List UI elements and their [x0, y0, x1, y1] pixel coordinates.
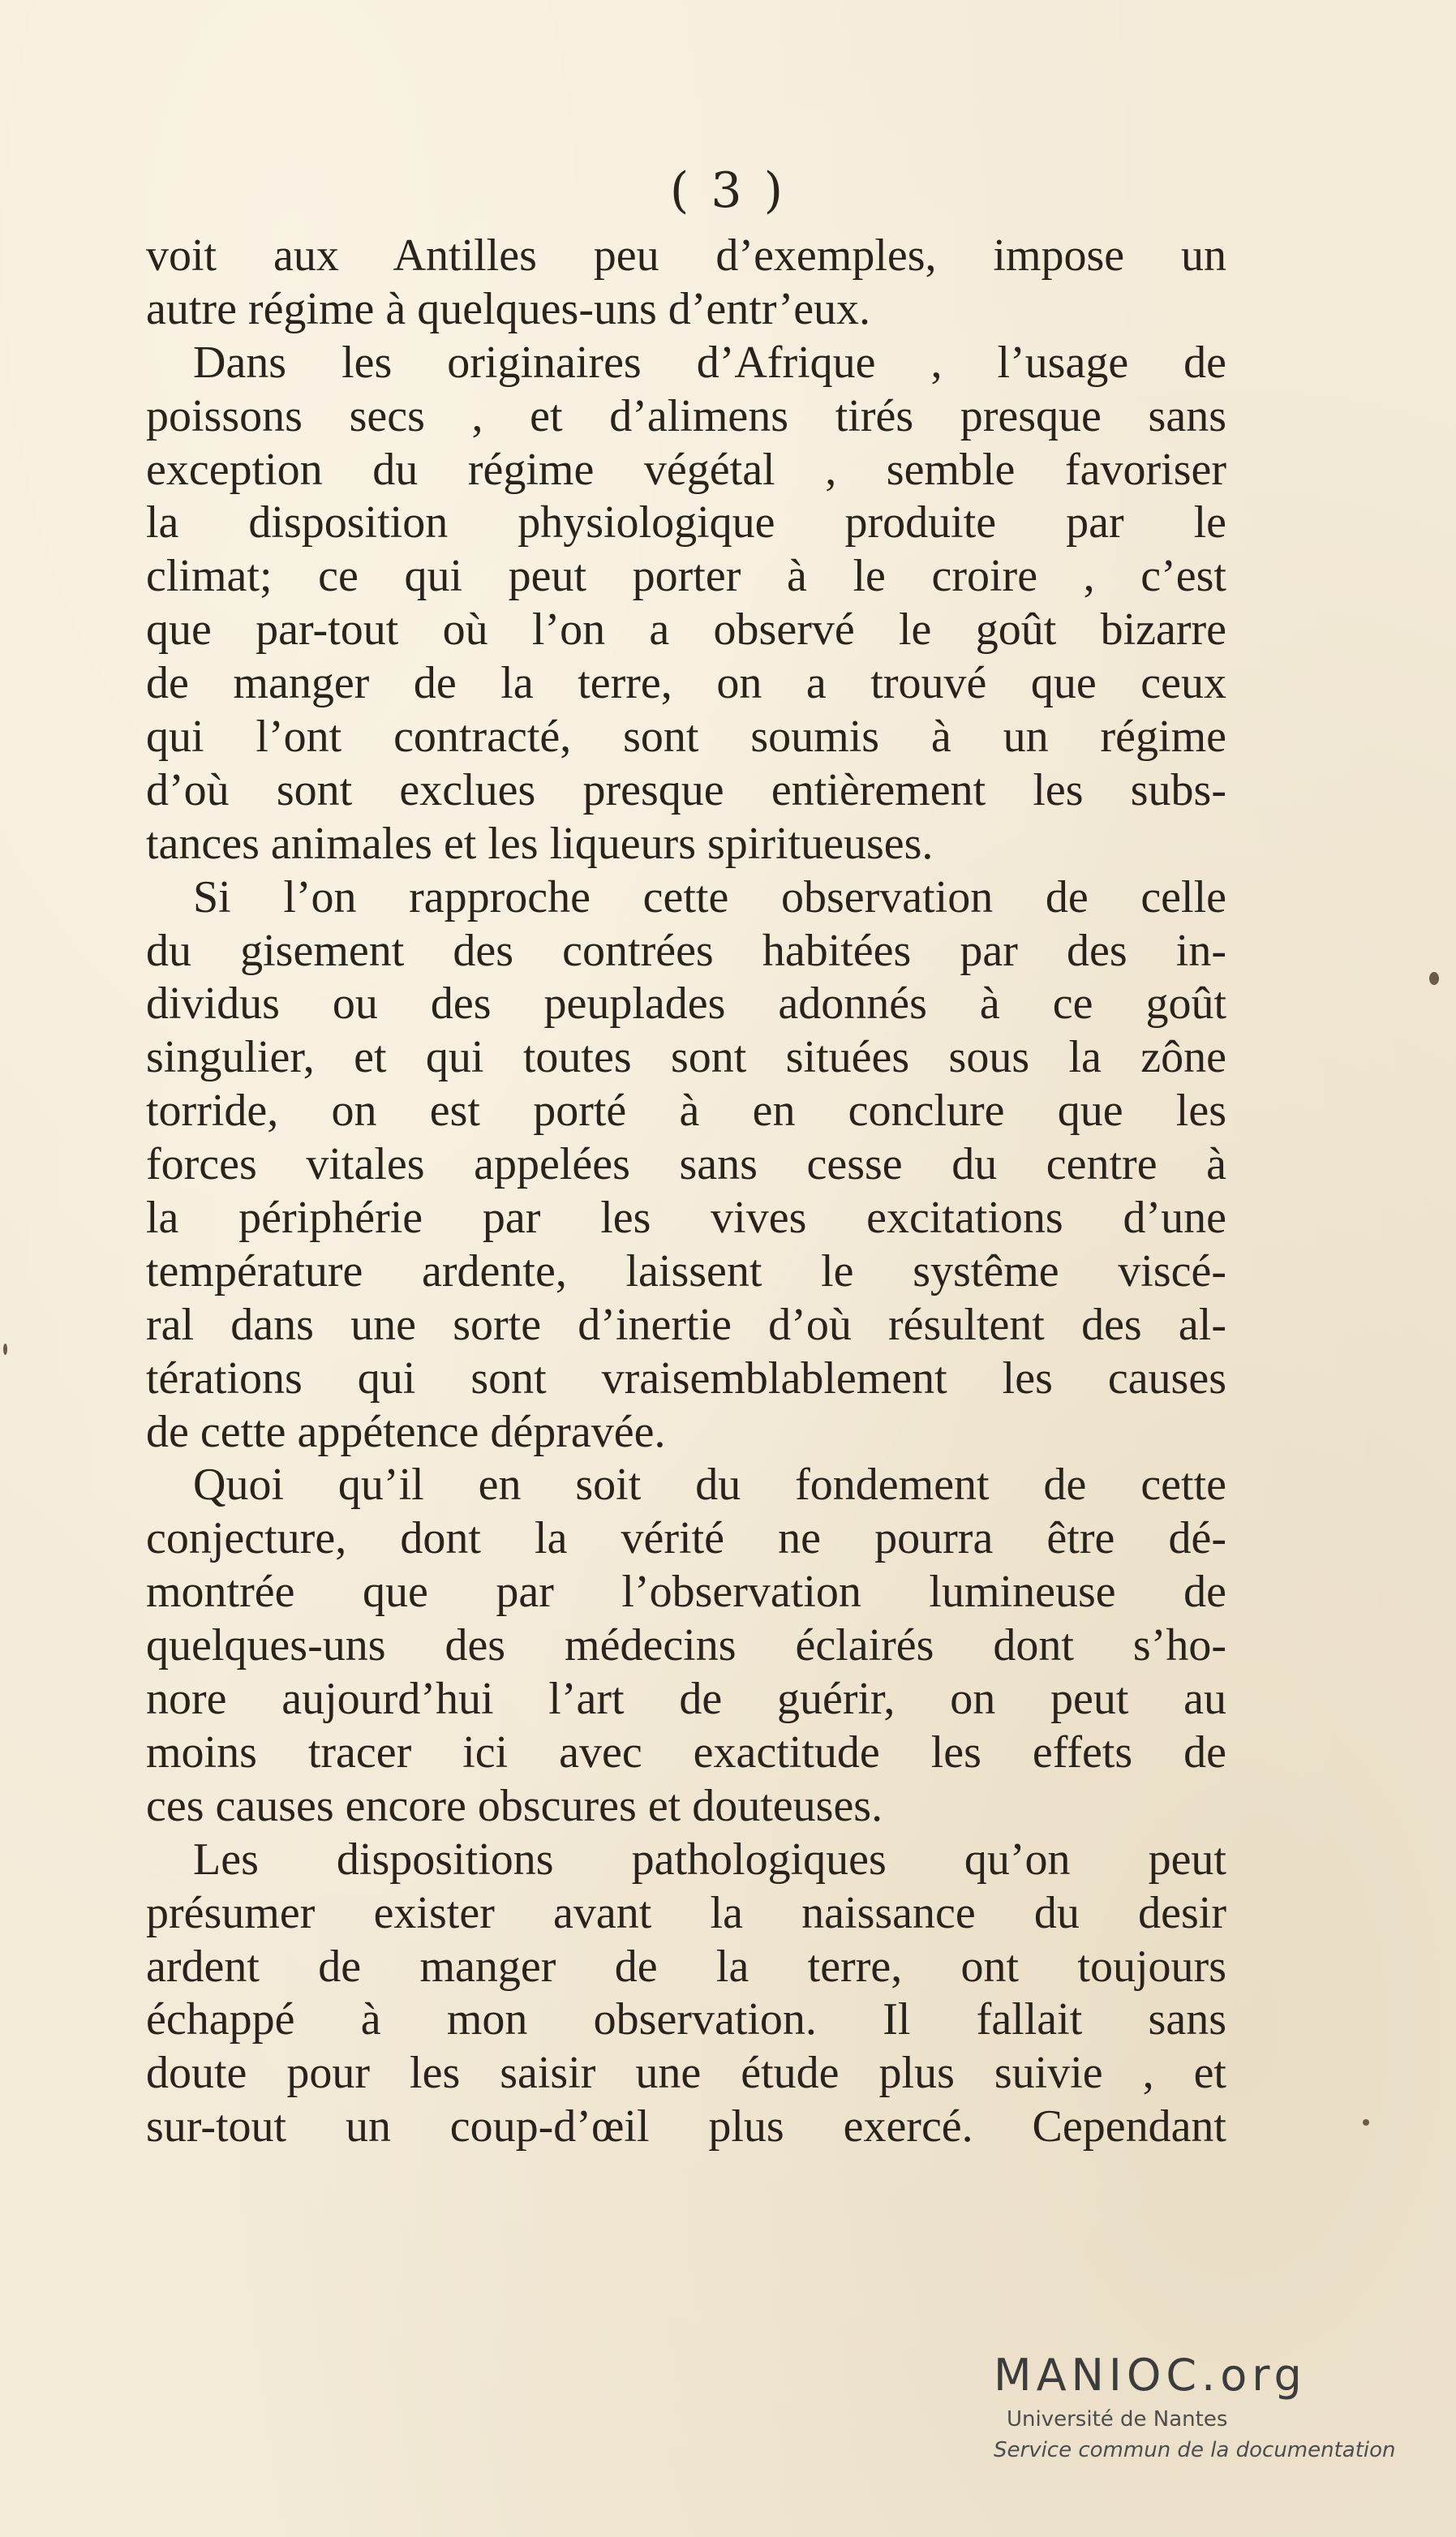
text-line: térations qui sont vraisemblablement les causes — [146, 1352, 1226, 1404]
text-line: torride, on est porté à en conclure que les — [146, 1086, 1226, 1137]
page-number: ( 3 ) — [669, 162, 787, 219]
text-line: ces causes encore obscures et douteuses. — [146, 1780, 883, 1831]
text-line: Les dispositions pathologiques qu’on peut — [193, 1834, 1226, 1885]
text-line: que par-tout où l’on a observé le goût bizarre — [146, 604, 1226, 656]
paper-speck — [1429, 972, 1439, 985]
text-line: Quoi qu’il en soit du fondement de cette — [193, 1460, 1226, 1511]
text-line: doute pour les saisir une étude plus suivie , et — [146, 2048, 1226, 2099]
text-line: singulier, et qui toutes sont situées sous la zône — [146, 1032, 1226, 1083]
text-line: la disposition physiologique produite par le — [146, 497, 1226, 548]
text-line: forces vitales appelées sans cesse du centre à — [146, 1139, 1226, 1190]
text-line: voit aux Antilles peu d’exemples, impose un — [146, 230, 1226, 281]
text-line: poissons secs , et d’alimens tirés presque sans — [146, 390, 1226, 441]
text-line: de cette appétence dépravée. — [146, 1406, 666, 1457]
text-line: quelques-uns des médecins éclairés dont s’ho- — [146, 1620, 1226, 1671]
footer-university: Université de Nantes — [1007, 2407, 1228, 2432]
text-line: la périphérie par les vives excitations d’une — [146, 1193, 1226, 1244]
text-line: de manger de la terre, on a trouvé que ceux — [146, 658, 1226, 709]
text-line: Si l’on rapproche cette observation de celle — [193, 871, 1226, 922]
footer-service: Service commun de la documentation — [994, 2438, 1396, 2462]
text-line: conjecture, dont la vérité ne pourra être dé- — [146, 1513, 1226, 1564]
paper-speck — [3, 1344, 7, 1355]
body-text — [146, 230, 1226, 2154]
text-line: présumer exister avant la naissance du desir — [146, 1887, 1226, 1938]
text-line: température ardente, laissent le systême viscé- — [146, 1245, 1226, 1296]
text-line: climat; ce qui peut porter à le croire , c’est — [146, 551, 1226, 602]
text-line: montrée que par l’observation lumineuse de — [146, 1567, 1226, 1618]
text-line: ardent de manger de la terre, ont toujours — [146, 1941, 1226, 1992]
text-line: nore aujourd’hui l’art de guérir, on peut au — [146, 1674, 1226, 1725]
text-line: Dans les originaires d’Afrique , l’usage de — [193, 337, 1226, 388]
text-line: sur-tout un coup-d’œil plus exercé. Cependant — [146, 2101, 1226, 2152]
text-line: d’où sont exclues presque entièrement les subs- — [146, 764, 1226, 815]
text-line: qui l’ont contracté, sont soumis à un régime — [146, 712, 1226, 763]
text-line: tances animales et les liqueurs spiritueuses. — [146, 818, 934, 869]
text-line: ral dans une sorte d’inertie d’où résultent des al- — [146, 1299, 1226, 1350]
text-line: du gisement des contrées habitées par des in- — [146, 925, 1226, 976]
text-line: exception du régime végétal , semble favoriser — [146, 444, 1226, 495]
text-line: échappé à mon observation. Il fallait sans — [146, 1994, 1226, 2045]
text-line: moins tracer ici avec exactitude les effets de — [146, 1726, 1226, 1778]
text-line: autre régime à quelques-uns d’entr’eux. — [146, 283, 871, 334]
footer-credits — [994, 2351, 1432, 2463]
manioc-logo[interactable]: MANIOC.org — [994, 2350, 1307, 2401]
paper-speck — [1363, 2119, 1369, 2126]
text-line: dividus ou des peuplades adonnés à ce goût — [146, 978, 1226, 1030]
